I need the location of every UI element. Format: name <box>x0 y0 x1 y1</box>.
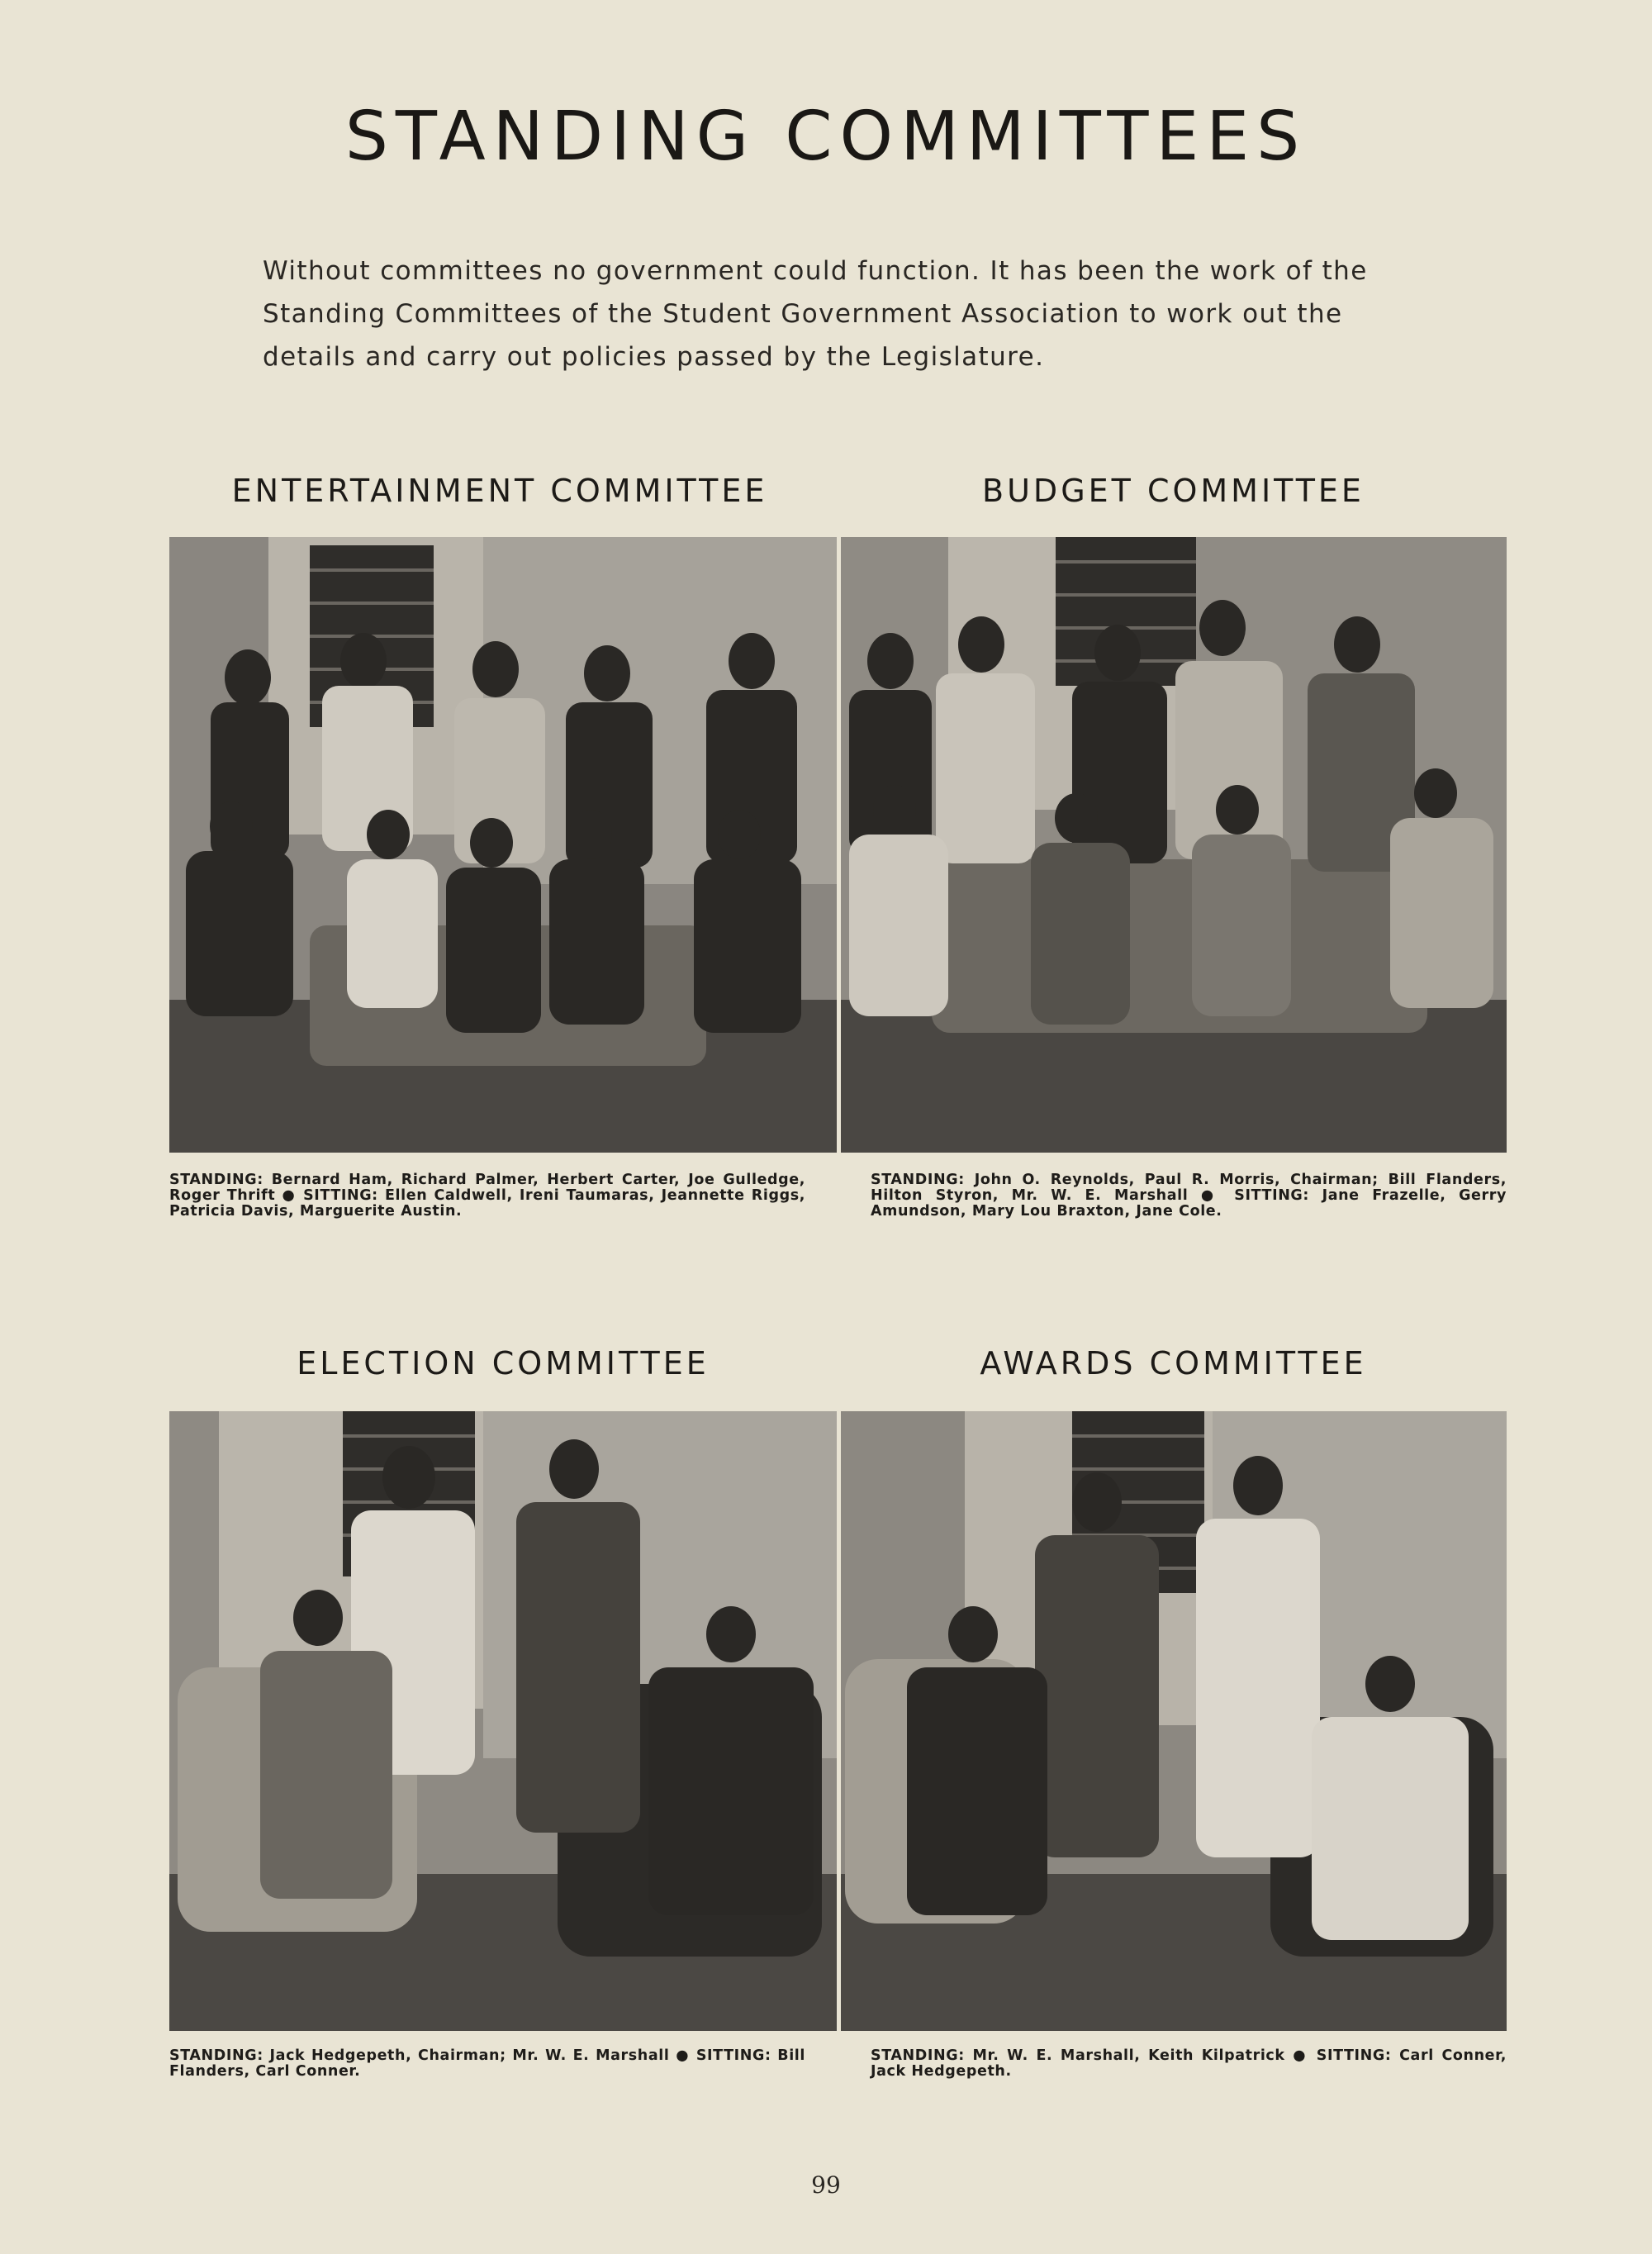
page-title: STANDING COMMITTEES <box>344 97 1308 176</box>
entertainment-committee-caption: STANDING: Bernard Ham, Richard Palmer, Herbert Carter, Joe Gulledge, Roger Thrift ● SITTING: Ellen Caldwell, Ireni Taumaras, Jeannette Riggs, Patricia Davis, Marguerite Austin. <box>169 1172 805 1220</box>
section-heading-entertainment: ENTERTAINMENT COMMITTEE <box>231 473 768 509</box>
section-heading-election: ELECTION COMMITTEE <box>297 1345 710 1381</box>
section-heading-awards: AWARDS COMMITTEE <box>980 1345 1367 1381</box>
group-photo-image <box>841 1411 1507 2031</box>
group-photo-image <box>169 537 837 1153</box>
awards-committee-photo <box>841 1411 1507 2031</box>
section-heading-budget: BUDGET COMMITTEE <box>982 473 1365 509</box>
budget-committee-caption: STANDING: John O. Reynolds, Paul R. Morris, Chairman; Bill Flanders, Hilton Styron, Mr. W. E. Marshall ● SITTING: Jane Frazelle, Gerry Amundson, Mary Lou Braxton, Jane Cole. <box>871 1172 1507 1220</box>
entertainment-committee-photo <box>169 537 837 1153</box>
election-committee-caption: STANDING: Jack Hedgepeth, Chairman; Mr. W. E. Marshall ● SITTING: Bill Flanders, Carl Conner. <box>169 2047 805 2080</box>
intro-paragraph: Without committees no government could function. It has been the work of the Standing Committees of the Student Government Association to work out the details and carry out policies passed by the Legislature. <box>263 256 1368 372</box>
awards-committee-caption: STANDING: Mr. W. E. Marshall, Keith Kilpatrick ● SITTING: Carl Conner, Jack Hedgepeth. <box>871 2047 1507 2080</box>
budget-committee-photo <box>841 537 1507 1153</box>
group-photo-image <box>169 1411 837 2031</box>
election-committee-photo <box>169 1411 837 2031</box>
page-number: 99 <box>811 2171 841 2199</box>
group-photo-image <box>841 537 1507 1153</box>
